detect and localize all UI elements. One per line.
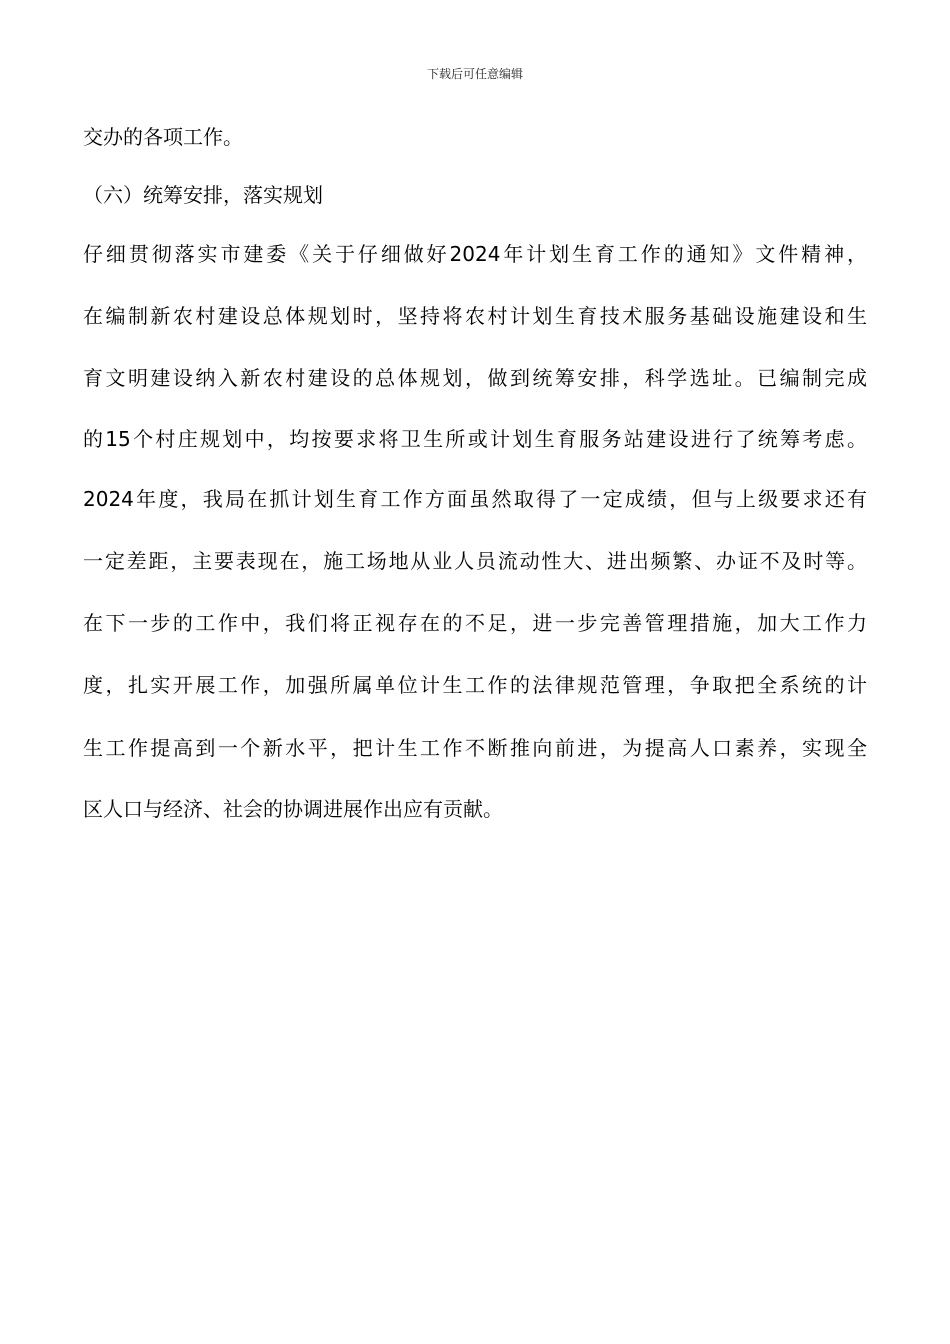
body-line: 仔细贯彻落实市建委《关于仔细做好2024年计划生育工作的通知》文件精神， [83,242,867,266]
body-line: 在编制新农村建设总体规划时，坚持将农村计划生育技术服务基础设施建设和生 [83,304,867,328]
body-line: 育文明建设纳入新农村建设的总体规划，做到统筹安排，科学选址。已编制完成 [83,366,867,390]
page-header-note: 下载后可任意编辑 [426,67,523,81]
body-line: 生工作提高到一个新水平，把计生工作不断推向前进，为提高人口素养，实现全 [83,736,867,760]
body-line: 度，扎实开展工作，加强所属单位计生工作的法律规范管理，争取把全系统的计 [83,673,867,697]
body-line: 交办的各项工作。 [83,125,243,149]
section-heading: （六）统筹安排，落实规划 [83,183,323,207]
body-line: 2024年度，我局在抓计划生育工作方面虽然取得了一定成绩，但与上级要求还有 [83,487,867,511]
body-line: 的15个村庄规划中，均按要求将卫生所或计划生育服务站建设进行了统筹考虑。 [83,427,867,451]
body-line: 一定差距，主要表现在，施工场地从业人员流动性大、进出频繁、办证不及时等。 [83,549,867,573]
body-line: 在下一步的工作中，我们将正视存在的不足，进一步完善管理措施，加大工作力 [83,611,867,635]
body-line: 区人口与经济、社会的协调进展作出应有贡献。 [83,797,503,821]
